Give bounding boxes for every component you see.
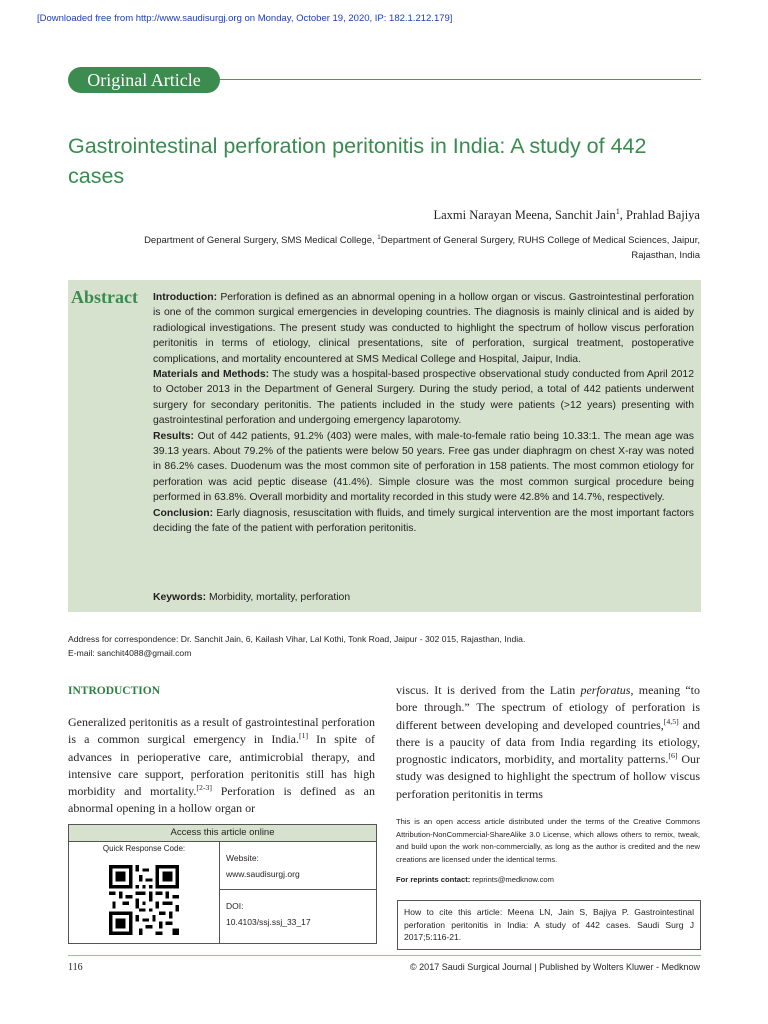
citation-box: How to cite this article: Meena LN, Jain S, Bajiya P. Gastrointestinal perforation peritonitis in India: A study of 442 cases. Saudi Surg J 2017;5:116-21. — [397, 900, 701, 950]
intro-text-2b: , meaning “to bore through.” The spectrum of etiology of perforation is different between developing and developed countries, — [396, 683, 700, 732]
qr-cell — [69, 842, 220, 943]
citation-ref[interactable]: [4,5] — [663, 716, 679, 726]
footer-rule — [68, 955, 701, 956]
author-names-2: , Prahlad Bajiya — [619, 208, 700, 222]
affiliations — [100, 233, 700, 263]
section-rule — [215, 79, 701, 80]
abstract-results-heading: Results: — [153, 430, 194, 442]
affiliation-1: Department of General Surgery, SMS Medical College, — [144, 235, 378, 246]
reprints-contact — [396, 875, 554, 884]
doi-label: DOI: — [226, 901, 244, 911]
abstract-results — [153, 429, 694, 506]
site-doi-cell — [220, 842, 376, 943]
author-affil-mark: 1 — [615, 206, 620, 216]
correspondence — [68, 632, 708, 660]
website-label: Website: — [226, 853, 259, 863]
intro-text-1b: In spite of advances in perioperative care, antimicrobial therapy, and intensive care support, perforation peritonitis still has high morbidity and mortality. — [68, 732, 375, 799]
license-note: This is an open access article distributed under the terms of the Creative Commons Attribution-NonCommercial-ShareAlike 3.0 License, which allows others to remix, tweak, and build upon the work non-commercially, as long as the author is credited and the new creations are licensed under the identical terms. — [396, 817, 700, 864]
abstract-label: Abstract — [71, 287, 138, 307]
page-number: 116 — [68, 962, 83, 973]
abstract-results-text: Out of 442 patients, 91.2% (403) were males, with male-to-female ratio being 10.33:1. The mean age was 39.13 years. About 79.2% of the patients were below 50 years. Free gas under diaphragm on chest X-ray was noted in 86.2% cases. Duodenum was the most common site of perforation in 158 patients. The most common etiology for perforation was acid peptic disease (41.4%). Simple closure was the most common surgical procedure being performed in 63.8%. Overall morbidity and mortality recorded in this study were 42.8% and 14.7%, respectively. — [153, 430, 694, 504]
reprints-email[interactable]: reprints@medknow.com — [470, 875, 554, 884]
reprints-label: For reprints contact: — [396, 875, 471, 884]
abstract-intro-text: Perforation is defined as an abnormal opening in a hollow organ or viscus. Gastrointestinal perforation is one of the common surgical emergencies in developing countries. The diagnosis is mainly clinical and is aided by radiological investigations. The present study was conducted to highlight the spectrum of hollow viscus perforation peritonitis in terms of etiology, clinical presentations, site of perforation, surgical treatment, postoperative complications, and mortality encountered at SMS Medical College and Hospital, Jaipur, India. — [153, 292, 694, 365]
abstract-methods-text: The study was a hospital-based prospective observational study conducted from April 2012 to October 2013 in the Department of General Surgery. During the study period, a total of 442 patients underwent surgery for secondary peritonitis. The patients included in the study were patients (>12 years) presenting with gastrointestinal perforation and undergoing emergency laparotomy. — [153, 369, 694, 427]
intro-text-1a: Generalized peritonitis as a result of gastrointestinal perforation is a common surgical emergency in India. — [68, 715, 375, 747]
keywords-text: Morbidity, mortality, perforation — [206, 592, 351, 603]
abstract-conclusion — [153, 506, 694, 537]
intro-text-1c: Perforation is defined as an abnormal opening in a hollow organ or — [68, 784, 375, 816]
abstract-methods-heading: Materials and Methods: — [153, 369, 270, 381]
abstract-methods — [153, 367, 694, 429]
article-title: Gastrointestinal perforation peritonitis in India: A study of 442 cases — [68, 134, 647, 188]
affiliation-3: Rajasthan, India — [631, 250, 700, 261]
introduction-column-2 — [396, 682, 700, 803]
abstract-conclusion-heading: Conclusion: — [153, 507, 214, 519]
abstract-body — [153, 290, 694, 537]
citation-ref[interactable]: [1] — [299, 731, 309, 741]
download-notice: [Downloaded free from http://www.saudisurgj.org on Monday, October 19, 2020, IP: 182.1.212.179] — [37, 13, 453, 24]
access-online-box — [68, 824, 377, 944]
abstract-introduction — [153, 290, 694, 367]
introduction-heading: INTRODUCTION — [68, 685, 161, 697]
qr-label: Quick Response Code: — [102, 844, 186, 853]
correspondence-address: Address for correspondence: Dr. Sanchit Jain, 6, Kailash Vihar, Lal Kothi, Tonk Road, Jaipur - 302 015, Rajasthan, India. — [68, 634, 526, 644]
access-box-header: Access this article online — [69, 825, 376, 842]
intro-text-2d: Our study was designed to highlight the spectrum of hollow viscus perforation peritonitis in terms — [396, 752, 700, 801]
affiliation-mark: 1 — [377, 233, 381, 241]
doi-link[interactable]: 10.4103/ssj.ssj_33_17 — [226, 917, 311, 927]
intro-text-2c: and there is a paucity of data from India regarding its etiology, prognostic indicators, morbidity, and mortality patterns. — [396, 717, 701, 767]
citation-ref[interactable]: [6] — [668, 751, 678, 761]
keywords-heading: Keywords: — [153, 592, 207, 603]
doi-cell — [220, 890, 376, 930]
abstract-conclusion-text: Early diagnosis, resuscitation with fluids, and timely surgical intervention are the most important factors deciding the fate of the patient with perforation peritonitis. — [153, 507, 694, 535]
qr-code-icon[interactable] — [109, 865, 179, 935]
section-label: Original Article — [68, 67, 220, 93]
footer-copyright: © 2017 Saudi Surgical Journal | Published by Wolters Kluwer - Medknow — [410, 962, 700, 972]
citation-ref[interactable]: [2-3] — [196, 783, 212, 793]
correspondence-email: E-mail: sanchit4088@gmail.com — [68, 648, 192, 658]
introduction-column-1 — [68, 714, 375, 818]
author-names-1: Laxmi Narayan Meena, Sanchit Jain — [433, 208, 616, 222]
keywords — [153, 592, 694, 603]
intro-text-2a: viscus. It is derived from the Latin — [396, 683, 581, 697]
abstract-intro-heading: Introduction: — [153, 292, 218, 303]
affiliation-2: Department of General Surgery, RUHS College of Medical Sciences, Jaipur, — [380, 235, 700, 246]
latin-term: perforatus — [580, 683, 631, 697]
website-cell — [220, 842, 376, 890]
author-list — [100, 208, 700, 223]
website-link[interactable]: www.saudisurgj.org — [226, 869, 300, 879]
